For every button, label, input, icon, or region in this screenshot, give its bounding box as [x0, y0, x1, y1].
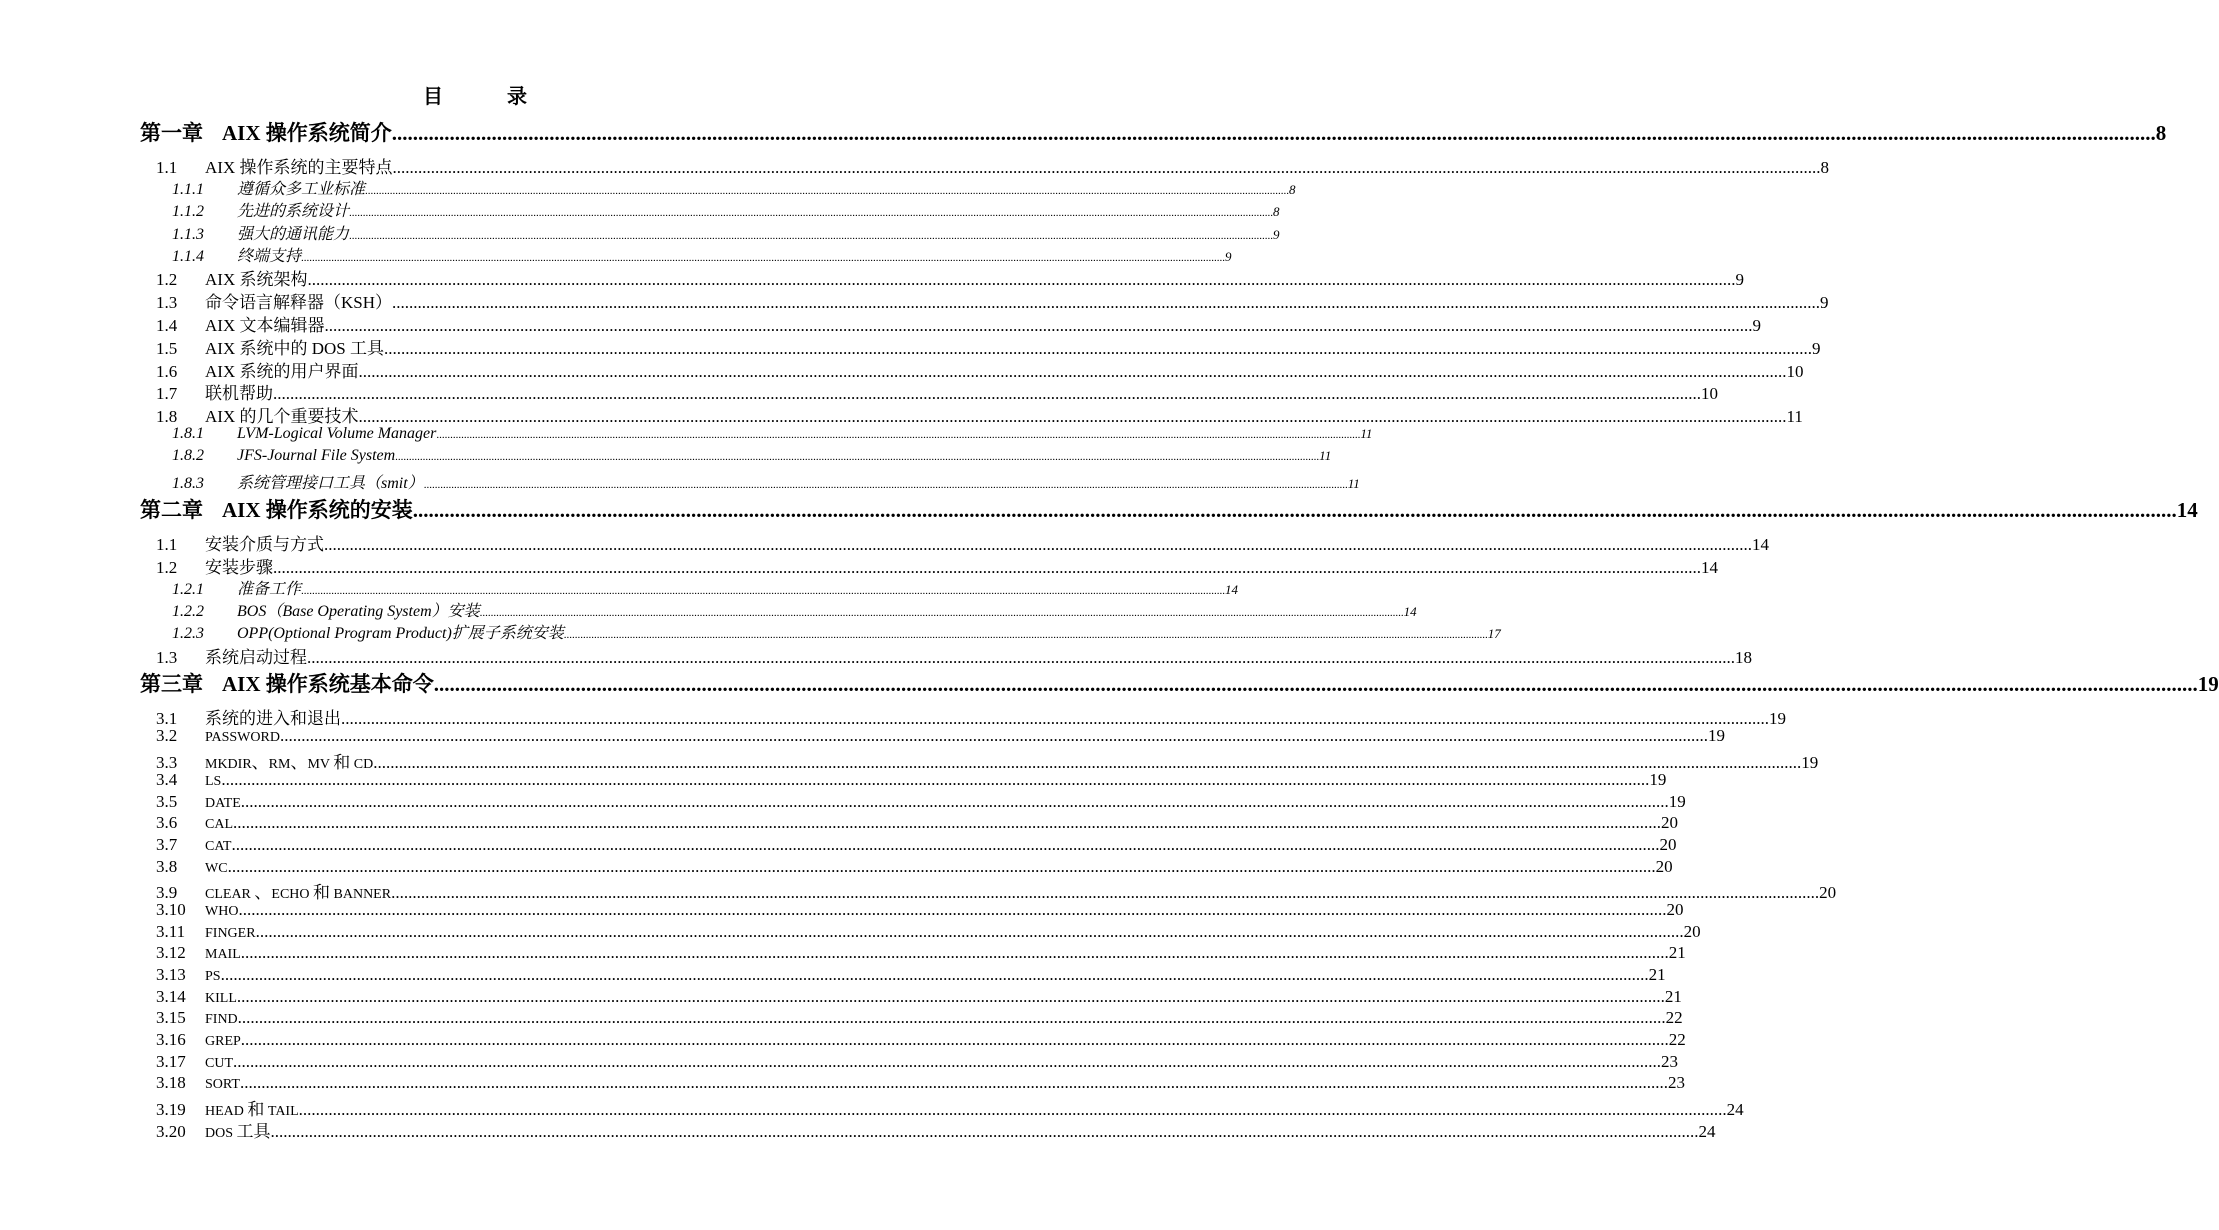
toc-entry-title: AIX 的几个重要技术 — [205, 407, 359, 427]
toc-dot-leader — [221, 770, 1649, 790]
toc-page-number: 20 — [1819, 883, 1837, 903]
toc-entry-number: 1.2.2 — [172, 603, 204, 621]
toc-dot-leader — [237, 987, 1665, 1007]
toc-page-number: 20 — [1666, 899, 1684, 919]
toc-entry-number: 1.3 — [156, 293, 178, 313]
toc-entry-title: SORT — [205, 1077, 240, 1093]
toc-entry-number: 3.12 — [156, 943, 186, 963]
toc-entry-title: BOS（Base Operating System）安装 — [237, 603, 480, 621]
toc-entry-title: JFS-Journal File System — [237, 447, 396, 465]
toc-page-number: 22 — [1665, 1008, 1683, 1028]
toc-entry-title: MAIL — [205, 947, 241, 963]
toc-page-number: 23 — [1667, 1073, 1685, 1093]
toc-entry[interactable] — [140, 878, 1837, 903]
toc-entry-number: 3.5 — [156, 791, 178, 811]
toc-dot-leader — [392, 158, 1820, 178]
toc-page-number: 14 — [1701, 557, 1718, 577]
page-title: 目 录 — [423, 86, 549, 108]
toc-dot-leader — [221, 965, 1649, 985]
toc-entry-title: 准备工作 — [237, 580, 302, 598]
toc-chapter-entry[interactable] — [140, 668, 2219, 696]
toc-entry[interactable] — [140, 424, 1373, 447]
toc-dot-leader — [392, 121, 2156, 146]
toc-dot-leader — [238, 1008, 1666, 1028]
toc-dot-leader — [307, 270, 1735, 290]
toc-entry-number: 3.6 — [156, 813, 178, 833]
toc-entry[interactable] — [140, 379, 1718, 404]
toc-entry[interactable] — [140, 1095, 1744, 1120]
toc-dot-leader — [240, 1073, 1668, 1093]
toc-entry-number: 3.8 — [156, 856, 178, 876]
toc-page-number: 8 — [2155, 121, 2167, 145]
toc-entry-number: 1.2.3 — [172, 625, 204, 643]
toc-dot-leader — [228, 857, 1656, 877]
toc-entry[interactable] — [140, 943, 1686, 965]
toc-entry-number: 1.7 — [156, 384, 178, 404]
toc-entry-title: AIX 操作系统的主要特点 — [205, 158, 393, 177]
toc-entry-number: 3.10 — [156, 899, 186, 919]
toc-page-number: 21 — [1648, 965, 1666, 985]
toc-entry-title: 系统管理接口工具（smit） — [237, 474, 424, 492]
toc-entry[interactable] — [140, 153, 1829, 177]
toc-entry-title: 命令语言解释器（KSH） — [205, 293, 393, 313]
toc-entry-number: 1.8.2 — [172, 447, 204, 465]
toc-page-number: 8 — [1289, 181, 1296, 197]
toc-page-number: 11 — [1319, 448, 1332, 464]
toc-dot-leader — [273, 384, 1701, 404]
toc-page-number: 14 — [1225, 581, 1239, 597]
toc-page-number: 9 — [1735, 270, 1744, 290]
toc-dot-leader — [413, 498, 2177, 523]
table-of-contents — [140, 117, 2219, 1141]
toc-dot-leader — [271, 1122, 1699, 1142]
toc-entry-number: 3.1 — [156, 708, 178, 728]
toc-entry-title: OPP(Optional Program Product)扩展子系统安装 — [237, 625, 564, 643]
toc-entry[interactable] — [140, 1030, 1686, 1052]
toc-entry-number: 3.13 — [156, 965, 186, 985]
toc-entry-title: CAL — [205, 817, 233, 833]
toc-page-number: 24 — [1698, 1121, 1716, 1141]
toc-entry-title: AIX 系统中的 DOS 工具 — [205, 338, 384, 358]
toc-page-number: 18 — [1735, 647, 1752, 667]
toc-page-number: 19 — [1649, 769, 1667, 789]
toc-entry-number: 第三章 — [140, 671, 203, 696]
toc-entry-number: 3.19 — [156, 1100, 186, 1120]
toc-page-number: 19 — [1707, 726, 1725, 746]
toc-entry-title: DOS 工具 — [205, 1121, 271, 1141]
toc-entry-title: PS — [205, 969, 221, 985]
toc-entry[interactable] — [140, 1008, 1683, 1030]
toc-dot-leader — [365, 185, 1289, 197]
toc-entry-title: 系统的进入和退出 — [205, 708, 341, 728]
toc-entry[interactable] — [140, 704, 1786, 728]
toc-entry-title: 遵循众多工业标准 — [237, 180, 366, 198]
toc-entry-number: 1.4 — [156, 315, 178, 335]
toc-page-number: 10 — [1786, 361, 1804, 381]
toc-entry[interactable] — [140, 834, 1677, 857]
toc-dot-leader — [395, 451, 1319, 463]
toc-page-number: 11 — [1360, 425, 1373, 441]
toc-dot-leader — [299, 1100, 1727, 1120]
toc-page-number: 19 — [1801, 753, 1819, 773]
toc-entry[interactable] — [140, 598, 1417, 621]
toc-entry-title: AIX 操作系统简介 — [222, 121, 392, 145]
toc-entry-number: 3.11 — [156, 921, 186, 941]
toc-entry-number: 3.4 — [156, 769, 178, 789]
toc-entry[interactable] — [140, 198, 1280, 221]
toc-entry-number: 3.14 — [156, 986, 186, 1006]
toc-dot-leader — [273, 558, 1701, 578]
toc-entry-title: FIND — [205, 1012, 238, 1028]
toc-entry[interactable] — [140, 265, 1744, 290]
toc-entry-number: 3.9 — [156, 883, 178, 903]
toc-entry-number: 第二章 — [140, 498, 203, 523]
toc-entry[interactable] — [140, 769, 1667, 792]
toc-entry-number: 1.1 — [156, 535, 178, 555]
toc-page-number: 19 — [2197, 671, 2219, 696]
toc-entry-number: 1.1.2 — [172, 203, 204, 221]
toc-entry-number: 1.1.4 — [172, 247, 204, 265]
toc-entry-number: 1.2.1 — [172, 580, 204, 598]
toc-entry-number: 1.8.3 — [172, 474, 204, 492]
toc-page-number: 14 — [2176, 498, 2198, 523]
toc-page-number: 20 — [1659, 834, 1677, 854]
toc-entry-title: 系统启动过程 — [205, 647, 307, 667]
toc-page-number: 9 — [1811, 338, 1821, 358]
toc-entry[interactable] — [140, 357, 1804, 381]
toc-entry-title: CAT — [205, 838, 232, 854]
toc-dot-leader — [301, 585, 1225, 597]
toc-page-number: 11 — [1786, 407, 1803, 427]
toc-dot-leader — [324, 535, 1752, 555]
toc-dot-leader — [358, 407, 1786, 427]
toc-dot-leader — [424, 479, 1348, 491]
toc-dot-leader — [384, 339, 1812, 359]
toc-entry[interactable] — [140, 243, 1232, 265]
toc-entry-number: 1.1.1 — [172, 180, 204, 198]
toc-entry-number: 3.16 — [156, 1030, 186, 1050]
toc-entry-number: 3.20 — [156, 1121, 186, 1141]
toc-entry-number: 3.2 — [156, 726, 178, 746]
toc-page-number: 9 — [1273, 226, 1280, 242]
toc-page-number: 8 — [1273, 204, 1280, 220]
toc-entry[interactable] — [140, 791, 1686, 814]
toc-entry-title: 联机帮助 — [205, 384, 273, 404]
toc-entry[interactable] — [140, 1073, 1685, 1095]
toc-entry[interactable] — [140, 530, 1769, 555]
toc-dot-leader — [307, 648, 1735, 668]
toc-dot-leader — [436, 429, 1360, 441]
toc-entry-number: 1.3 — [156, 647, 178, 667]
toc-page-number: 19 — [1769, 708, 1786, 728]
toc-entry[interactable] — [140, 965, 1666, 987]
toc-dot-leader — [256, 922, 1684, 942]
toc-entry-title: AIX 操作系统基本命令 — [222, 671, 434, 696]
toc-entry[interactable] — [140, 856, 1673, 879]
toc-page-number: 19 — [1668, 791, 1686, 811]
toc-page-number: 14 — [1403, 604, 1417, 620]
toc-entry-number: 3.7 — [156, 834, 178, 854]
toc-entry[interactable] — [140, 311, 1761, 335]
toc-entry-number: 3.17 — [156, 1051, 186, 1071]
toc-dot-leader — [233, 813, 1661, 833]
toc-entry-title: MKDIR、RM、MV 和 CD — [205, 753, 374, 773]
toc-page-number: 17 — [1487, 626, 1501, 642]
toc-page-number: 20 — [1661, 813, 1678, 833]
toc-page-number: 23 — [1661, 1051, 1678, 1071]
toc-page-number: 22 — [1668, 1030, 1686, 1050]
toc-page-number: 14 — [1752, 535, 1769, 555]
toc-entry[interactable] — [140, 402, 1803, 427]
toc-entry-title: AIX 操作系统的安装 — [222, 498, 413, 523]
toc-entry-title: WC — [205, 860, 228, 876]
toc-entry-number: 1.2 — [156, 557, 178, 577]
toc-page-number: 11 — [1347, 475, 1360, 491]
toc-dot-leader — [324, 316, 1752, 336]
toc-entry-title: AIX 文本编辑器 — [205, 315, 325, 335]
toc-page-number: 8 — [1820, 158, 1829, 177]
toc-entry[interactable] — [140, 726, 1725, 748]
toc-entry[interactable] — [140, 813, 1678, 835]
toc-entry[interactable] — [140, 921, 1701, 944]
toc-dot-leader — [231, 835, 1659, 855]
toc-dot-leader — [349, 230, 1273, 242]
toc-entry-number: 第一章 — [140, 121, 203, 145]
toc-entry-title: HEAD 和 TAIL — [205, 1100, 299, 1120]
toc-entry-title: CLEAR 、ECHO 和 BANNER — [205, 883, 392, 903]
toc-entry[interactable] — [140, 288, 1829, 313]
toc-entry[interactable] — [140, 899, 1684, 922]
toc-entry-title: AIX 系统的用户界面 — [205, 361, 359, 381]
toc-page-number: 9 — [1752, 315, 1761, 335]
toc-entry-title: 终端支持 — [237, 247, 302, 265]
toc-entry-title: GREP — [205, 1034, 241, 1050]
toc-entry-title: LVM-Logical Volume Manager — [237, 424, 437, 442]
toc-chapter-entry[interactable] — [140, 117, 2167, 145]
toc-entry-title: AIX 系统架构 — [205, 270, 308, 290]
toc-dot-leader — [280, 726, 1708, 746]
toc-chapter-entry[interactable] — [140, 494, 2198, 523]
toc-entry-title: 先进的系统设计 — [237, 203, 350, 221]
toc-page-number: 24 — [1726, 1100, 1744, 1120]
toc-dot-leader — [301, 252, 1225, 264]
toc-dot-leader — [238, 900, 1666, 920]
toc-dot-leader — [349, 207, 1273, 219]
toc-entry-title: LS — [205, 773, 222, 789]
toc-dot-leader — [241, 943, 1669, 963]
toc-entry-number: 1.6 — [156, 361, 178, 381]
toc-page-number: 10 — [1701, 384, 1718, 404]
toc-entry-number: 3.18 — [156, 1073, 186, 1093]
toc-entry[interactable] — [140, 470, 1360, 492]
toc-entry-title: WHO — [205, 903, 239, 919]
toc-entry[interactable] — [140, 576, 1239, 598]
toc-entry-number: 1.8.1 — [172, 424, 204, 442]
toc-entry[interactable] — [140, 748, 1819, 773]
toc-entry-title: DATE — [205, 795, 241, 811]
toc-entry-number: 1.1.3 — [172, 225, 204, 243]
toc-entry[interactable] — [140, 986, 1682, 1009]
toc-entry-number: 3.3 — [156, 753, 178, 773]
toc-entry-number: 1.1 — [156, 158, 178, 177]
toc-entry-title: 强大的通讯能力 — [237, 225, 350, 243]
toc-entry-number: 1.5 — [156, 338, 178, 358]
toc-dot-leader — [241, 1030, 1669, 1050]
toc-entry[interactable] — [140, 176, 1296, 198]
toc-entry[interactable] — [140, 1051, 1678, 1074]
toc-dot-leader — [233, 1052, 1661, 1072]
toc-dot-leader — [564, 629, 1488, 641]
toc-entry[interactable] — [140, 221, 1280, 243]
toc-dot-leader — [434, 672, 2198, 697]
toc-entry-title: FINGER — [205, 925, 256, 941]
toc-entry[interactable] — [140, 643, 1752, 667]
toc-page-number: 21 — [1668, 943, 1686, 963]
toc-entry[interactable] — [140, 553, 1718, 577]
toc-entry-title: 安装步骤 — [205, 557, 273, 577]
toc-entry[interactable] — [140, 620, 1501, 643]
toc-entry[interactable] — [140, 334, 1821, 358]
toc-entry-title: PASSWORD — [205, 730, 280, 746]
toc-page-number: 20 — [1655, 856, 1673, 876]
toc-dot-leader — [480, 607, 1404, 619]
toc-entry[interactable] — [140, 447, 1332, 469]
toc-entry-number: 1.2 — [156, 270, 178, 290]
toc-entry-number: 3.15 — [156, 1008, 186, 1028]
toc-dot-leader — [241, 792, 1669, 812]
toc-page-number: 20 — [1683, 921, 1701, 941]
toc-entry-title: 安装介质与方式 — [205, 535, 324, 555]
toc-entry-title: KILL — [205, 990, 237, 1006]
toc-entry-title: CUT — [205, 1055, 233, 1071]
toc-entry-number: 1.8 — [156, 407, 178, 427]
toc-page-number: 9 — [1820, 293, 1829, 313]
toc-dot-leader — [392, 293, 1820, 313]
toc-dot-leader — [358, 362, 1786, 382]
toc-page-number: 9 — [1225, 248, 1232, 264]
toc-page-number: 21 — [1664, 986, 1682, 1006]
